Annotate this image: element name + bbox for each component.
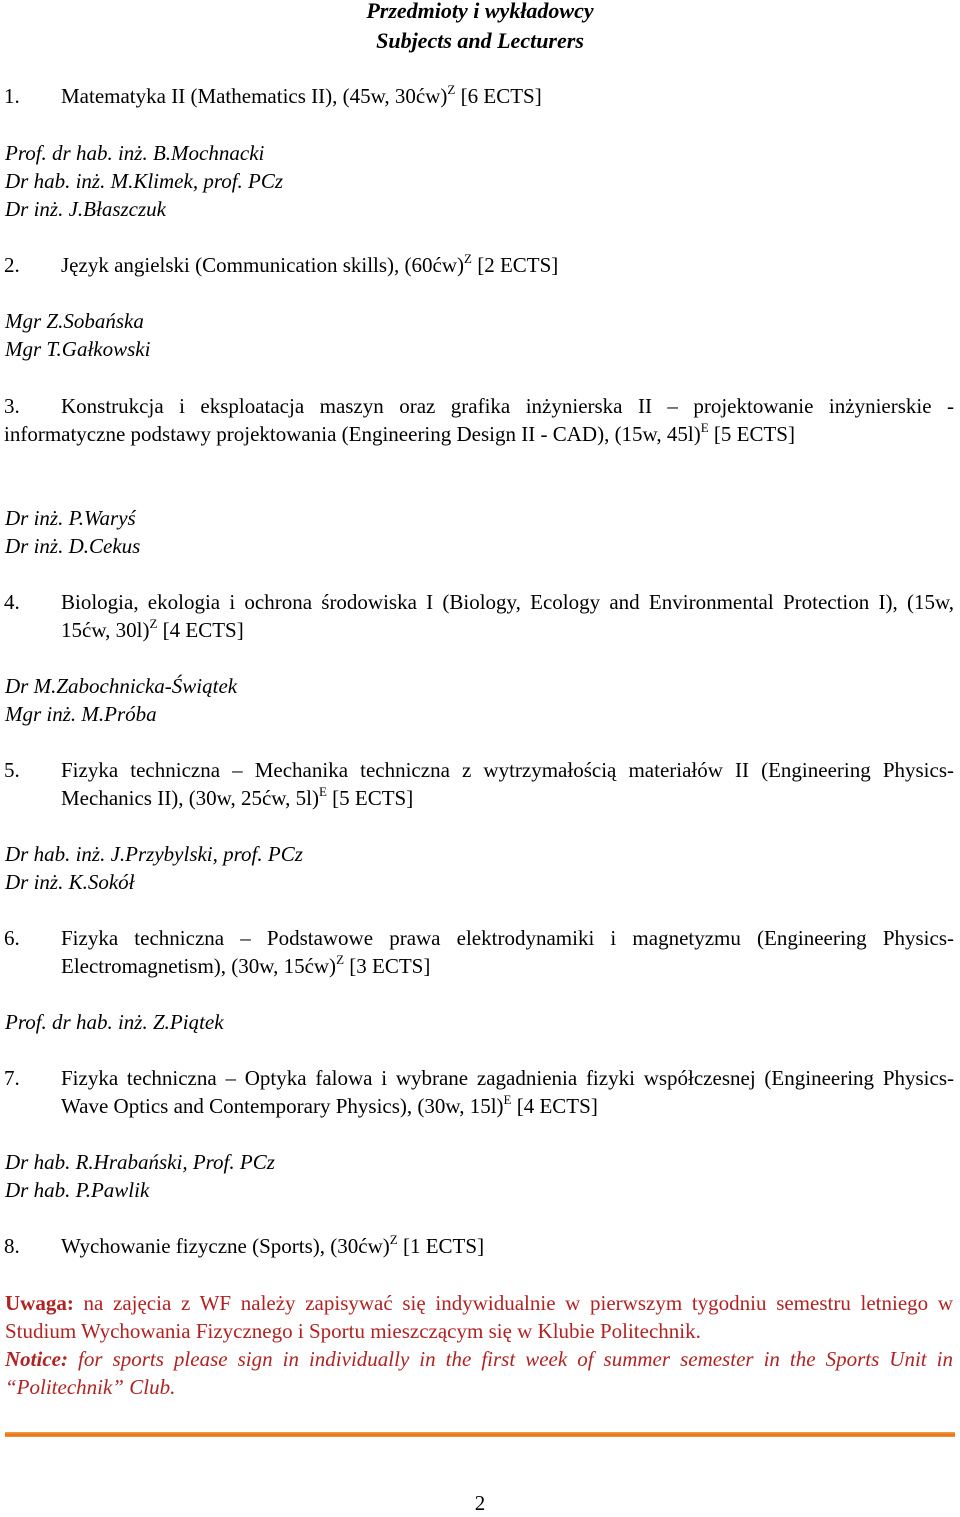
ects-credits: [4 ECTS] [162,618,244,642]
lecturer: Dr hab. inż. M.Klimek, prof. PCz [5,169,284,193]
ects-credits: [2 ECTS] [477,253,559,277]
subject-6 [4,924,954,980]
lecturer: Dr inż. D.Cekus [5,534,141,558]
subject-2 [4,251,954,279]
title-polish: Przedmioty i wykładowcy [366,0,594,23]
ects-credits: [5 ECTS] [713,422,795,446]
exam-marker: E [318,784,327,799]
subject-7 [4,1064,954,1120]
subject-1 [4,82,954,110]
subject-4 [4,588,954,644]
exam-marker: E [700,420,709,435]
lecturer: Prof. dr hab. inż. Z.Piątek [5,1010,224,1034]
lecturer: Dr hab. inż. J.Przybylski, prof. PCz [5,842,303,866]
ects-credits: [3 ECTS] [349,954,431,978]
exam-marker: E [503,1092,512,1107]
exam-marker: Z [336,952,345,967]
subject-title: Biologia, ekologia i ochrona środowiska I (Biology, Ecology and Environmental Protection I), (15w, 15ćw, 30l) [61,590,954,642]
ects-credits: [5 ECTS] [332,786,414,810]
lecturer: Dr inż. P.Waryś [5,506,136,530]
lecturer: Dr M.Zabochnicka-Świątek [5,674,238,698]
note-polish [5,1289,953,1345]
subject-title: Fizyka techniczna – Optyka falowa i wybrane zagadnienia fizyki współczesnej (Engineering Physics-Wave Optics and Contemporary Physics), (30w, 15l) [61,1066,954,1118]
subject-number: 2. [4,253,20,277]
note-english [5,1345,953,1401]
subject-title: Matematyka II (Mathematics II), (45w, 30ćw) [61,84,448,108]
title-english: Subjects and Lecturers [376,28,584,53]
ects-credits: [6 ECTS] [460,84,542,108]
lecturer: Mgr Z.Sobańska [5,309,144,333]
note-label: Uwaga: [5,1291,74,1315]
subject-8 [4,1232,954,1260]
lecturer: Dr inż. K.Sokół [5,870,135,894]
lecturer: Dr hab. P.Pawlik [5,1178,150,1202]
subject-number: 7. [4,1066,20,1090]
lecturer: Dr hab. R.Hrabański, Prof. PCz [5,1150,275,1174]
lecturer: Dr inż. J.Błaszczuk [5,197,166,221]
subject-title: Fizyka techniczna – Mechanika techniczna z wytrzymałością materiałów II (Engineering Physics-Mechanics II), (30w, 25ćw, 5l) [61,758,954,810]
exam-marker: Z [149,616,158,631]
subject-title: Wychowanie fizyczne (Sports), (30ćw) [61,1234,390,1258]
subject-title: Fizyka techniczna – Podstawowe prawa elektrodynamiki i magnetyzmu (Engineering Physics-Electromagnetism), (30w, 15ćw) [61,926,954,978]
footer-divider [5,1432,955,1437]
ects-credits: [1 ECTS] [402,1234,485,1258]
subject-number: 4. [4,590,20,614]
lecturer: Prof. dr hab. inż. B.Mochnacki [5,141,265,165]
note-text: na zajęcia z WF należy zapisywać się indywidualnie w pierwszym tygodniu semestru letniego w Studium Wychowania Fizycznego i Sportu mieszczącym się w Klubie Politechnik. [5,1291,954,1343]
subject-5 [4,756,954,812]
subject-title: Język angielski (Communication skills), (60ćw) [61,253,465,277]
subject-3 [4,392,954,448]
subject-number: 6. [4,926,20,950]
exam-marker: Z [389,1232,398,1247]
subject-title: Konstrukcja i eksploatacja maszyn oraz grafika inżynierska II – projektowanie inżynierskie - informatyczne podstawy projektowania (Engineering Design II - CAD), (15w, 45l) [4,394,954,446]
subject-number: 5. [4,758,20,782]
exam-marker: Z [464,251,472,266]
lecturer: Mgr inż. M.Próba [5,702,157,726]
subject-number: 1. [4,84,20,108]
note-label: Notice: [5,1347,68,1371]
subject-number: 8. [4,1234,20,1258]
exam-marker: Z [447,82,456,97]
subject-number: 3. [4,394,20,418]
lecturer: Mgr T.Gałkowski [5,337,151,361]
page-number: 2 [474,1491,486,1515]
note-text: for sports please sign in individually in the first week of summer semester in the Sports Unit in “Politechnik” Club. [5,1347,954,1399]
ects-credits: [4 ECTS] [516,1094,598,1118]
